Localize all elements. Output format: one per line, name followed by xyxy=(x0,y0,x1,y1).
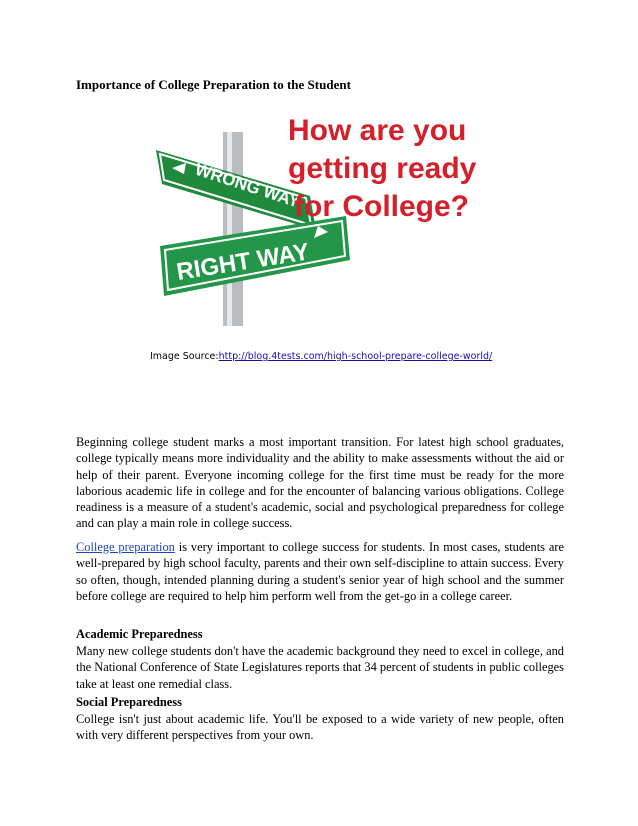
right-way-text: RIGHT WAY xyxy=(174,238,312,286)
social-preparedness-heading: Social Preparedness xyxy=(76,695,182,709)
headline-line-3: for College? xyxy=(294,190,470,223)
right-way-sign xyxy=(160,216,350,296)
caption-label: Image Source: xyxy=(150,351,219,362)
image-caption xyxy=(150,351,492,362)
college-signs-illustration xyxy=(150,108,480,330)
headline-line-2: getting ready xyxy=(288,152,477,185)
headline-line-1: How are you xyxy=(288,114,467,147)
document-title: Importance of College Preparation to the Student xyxy=(76,77,351,92)
academic-preparedness-heading: Academic Preparedness xyxy=(76,627,203,641)
social-preparedness-text: College isn't just about academic life. You'll be exposed to a wide variety of new people, often with very different perspectives from your own. xyxy=(76,712,564,743)
preparation-paragraph xyxy=(76,539,564,604)
academic-preparedness-text: Many new college students don't have the academic background they need to excel in college, and the National Conference of State Legislatures reports that 34 percent of students in public colleges take at least one remedial class. xyxy=(76,644,564,691)
sign-pole xyxy=(223,132,243,326)
college-signs-image xyxy=(150,108,480,330)
college-preparation-link[interactable]: College preparation xyxy=(76,540,175,554)
intro-paragraph: Beginning college student marks a most important transition. For latest high school graduates, college typically means more individuality and the ability to make assessments without the aid or help of their parent. Everyone incoming college for the first time must be ready for the more laborious academic life in college and for the encounter of balancing various obligations. College readiness is a measure of a student's academic, social and psychological preparedness for college and can play a main role in college success. xyxy=(76,435,564,531)
image-source-link[interactable]: http://blog.4tests.com/high-school-prepare-college-world/ xyxy=(218,351,493,362)
wrong-way-text: WRONG WAY xyxy=(192,159,303,212)
image-headline xyxy=(288,114,477,223)
preparation-paragraph-text: is very important to college success for students. In most cases, students are well-prepared by high school faculty, parents and their own self-discipline to attain success. Every so often, though, intended planning during a student's senior year of high school and the summer before college are required to help him perform well from the get-go in a college career. xyxy=(76,540,565,603)
